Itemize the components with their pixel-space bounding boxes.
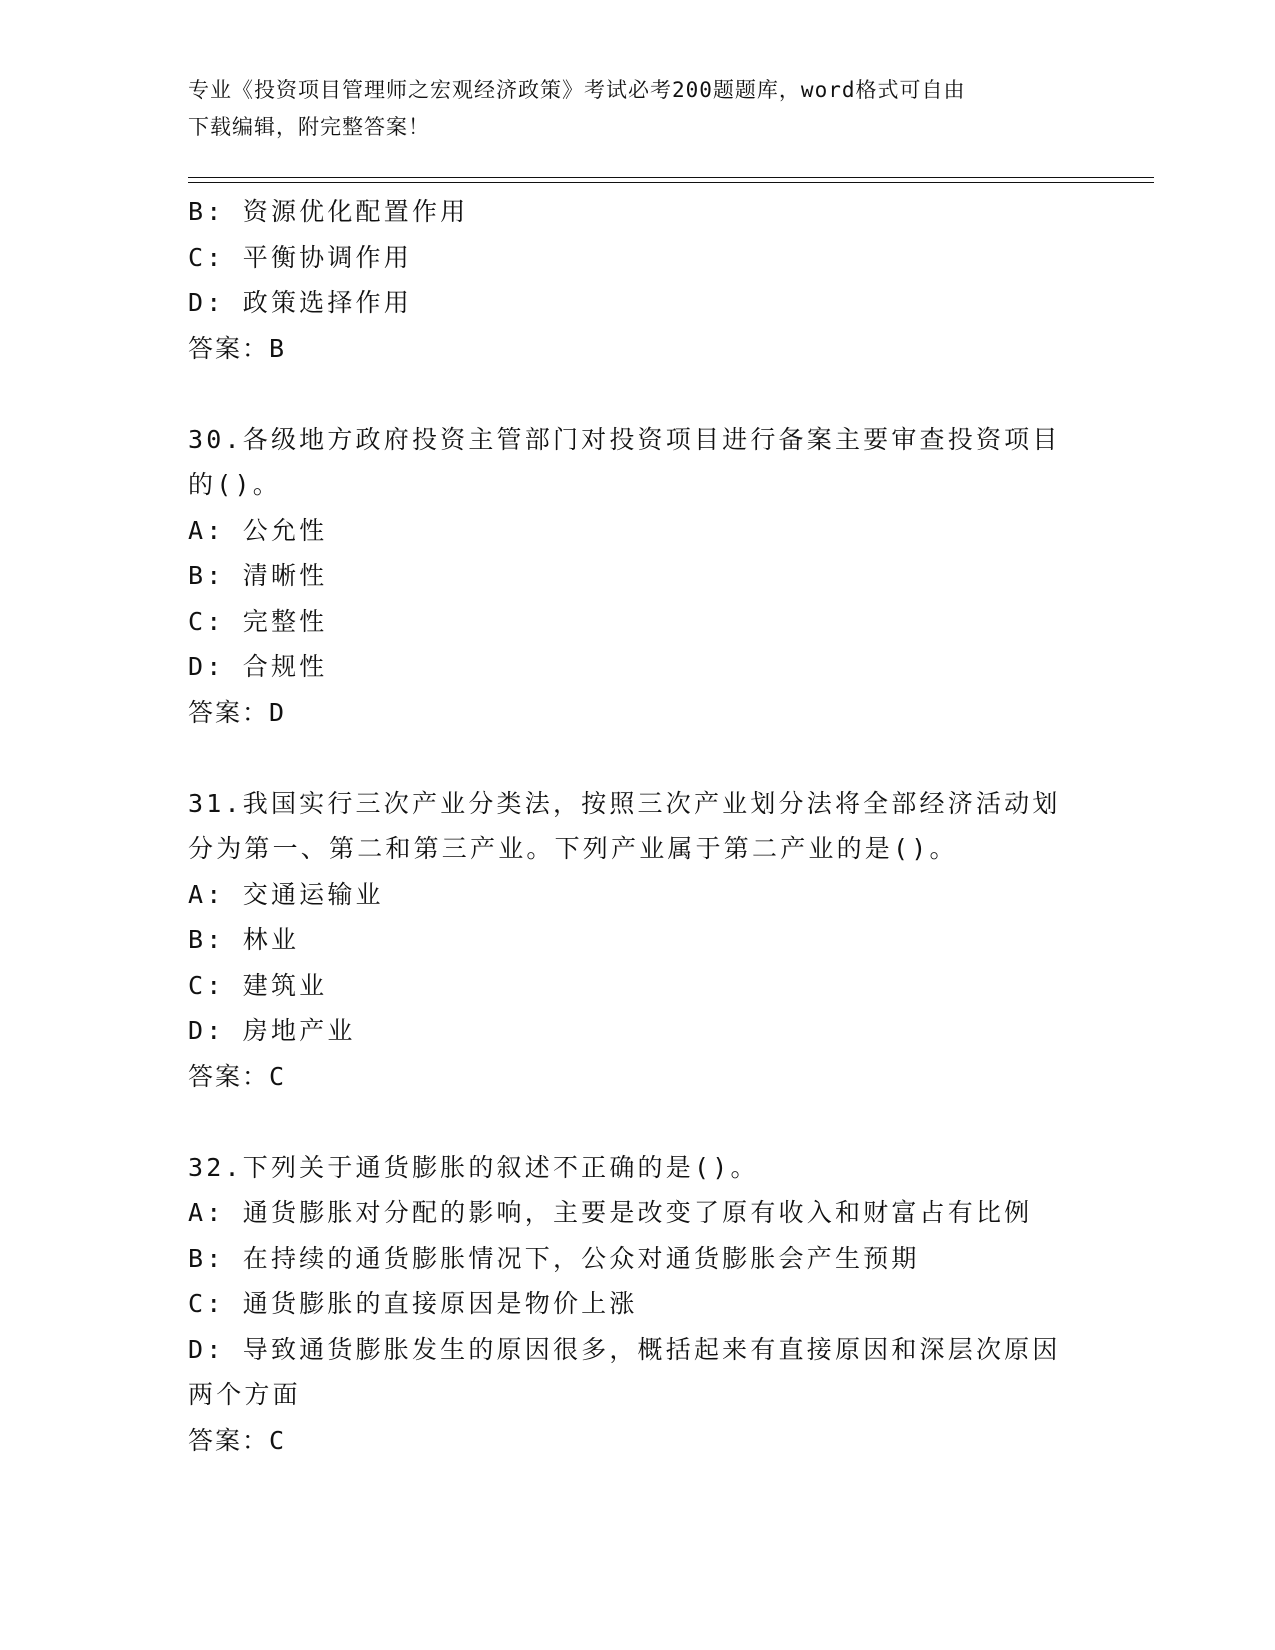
option-b: B: 林业 xyxy=(188,925,300,954)
option-c: C: 完整性 xyxy=(188,606,328,636)
option-a: A: 通货膨胀对分配的影响，主要是改变了原有收入和财富占有比例 xyxy=(188,1198,1033,1227)
question-29-continuation xyxy=(188,189,1154,371)
answer-line xyxy=(188,326,1154,372)
question-stem-line: 分为第一、第二和第三产业。下列产业属于第二产业的是()。 xyxy=(188,834,958,863)
header-divider-top xyxy=(188,177,1154,178)
option-d: D: 合规性 xyxy=(188,652,328,681)
answer-label: 答案： xyxy=(188,697,270,727)
answer-label: 答案： xyxy=(188,1425,270,1455)
option-c: C: 建筑业 xyxy=(188,970,328,1000)
header-title-line-2: 下载编辑，附完整答案！ xyxy=(188,115,430,139)
question-30 xyxy=(188,417,1154,736)
answer-value: C xyxy=(269,1061,287,1091)
option-a: A: 公允性 xyxy=(188,515,328,545)
option-d-continuation: 两个方面 xyxy=(188,1380,301,1409)
spacer xyxy=(188,735,1154,781)
answer-value: B xyxy=(269,333,287,363)
answer-line xyxy=(188,690,1154,736)
option-b: B: 清晰性 xyxy=(188,561,328,590)
option-b: B: 资源优化配置作用 xyxy=(188,197,469,226)
question-31 xyxy=(188,781,1154,1100)
answer-line xyxy=(188,1054,1154,1100)
question-stem-line: 31.我国实行三次产业分类法，按照三次产业划分法将全部经济活动划 xyxy=(188,788,1061,818)
question-stem-line: 30.各级地方政府投资主管部门对投资项目进行备案主要审查投资项目 xyxy=(188,424,1061,454)
option-d: D: 导致通货膨胀发生的原因很多，概括起来有直接原因和深层次原因 xyxy=(188,1334,1061,1364)
question-stem-line: 32.下列关于通货膨胀的叙述不正确的是()。 xyxy=(188,1152,759,1182)
answer-label: 答案： xyxy=(188,333,270,363)
option-d: D: 政策选择作用 xyxy=(188,288,412,317)
answer-line xyxy=(188,1418,1154,1464)
question-32 xyxy=(188,1145,1154,1464)
spacer xyxy=(188,371,1154,417)
option-d: D: 房地产业 xyxy=(188,1016,356,1045)
option-c: C: 平衡协调作用 xyxy=(188,242,412,272)
option-c: C: 通货膨胀的直接原因是物价上涨 xyxy=(188,1289,638,1318)
spacer xyxy=(188,1099,1154,1145)
answer-value: D xyxy=(269,697,287,727)
answer-value: C xyxy=(269,1425,287,1455)
answer-label: 答案： xyxy=(188,1061,270,1091)
question-list xyxy=(188,189,1154,1463)
page-header xyxy=(188,72,1088,146)
header-title-line-1: 专业《投资项目管理师之宏观经济政策》考试必考200题题库，word格式可自由 xyxy=(188,78,966,102)
header-divider-bottom xyxy=(188,182,1154,183)
option-a: A: 交通运输业 xyxy=(188,879,384,909)
question-stem-line: 的()。 xyxy=(188,470,281,499)
option-b: B: 在持续的通货膨胀情况下，公众对通货膨胀会产生预期 xyxy=(188,1243,920,1273)
